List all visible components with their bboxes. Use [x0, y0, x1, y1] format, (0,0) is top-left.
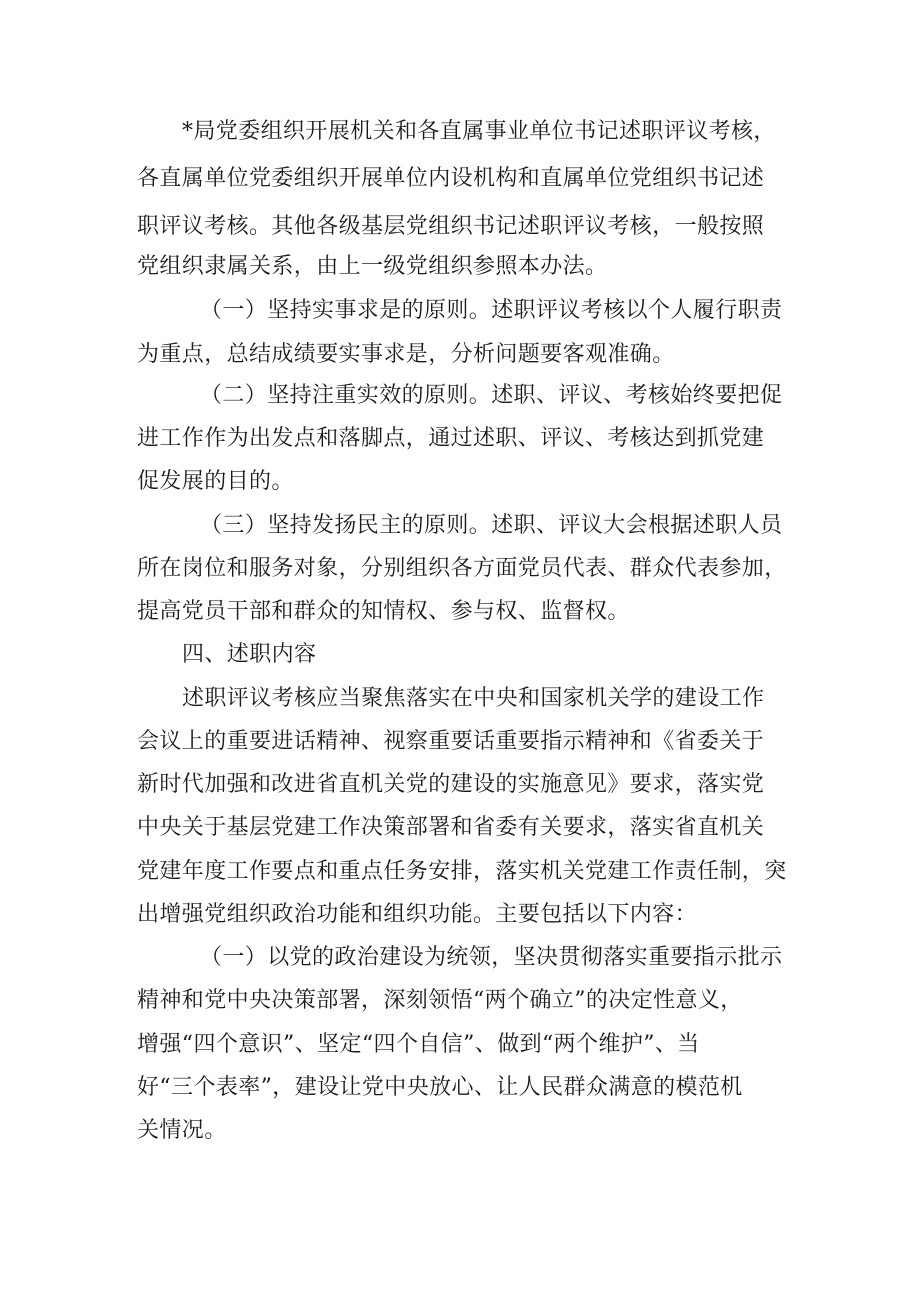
text-line: 各直属单位党委组织开展单位内设机构和直属单位党组织书记述 [137, 166, 765, 191]
text-line: 新时代加强和改进省直机关党的建设的实施意见》要求，落实党 [137, 772, 765, 797]
text-line: 职评议考核。其他各级基层党组织书记述职评议考核，一般按照 [137, 214, 765, 239]
text-line: 增强“四个意识”、坚定“四个自信”、做到“两个维护”、当 [137, 1032, 700, 1057]
text-line: （三）坚持发扬民主的原则。述职、评议大会根据述职人员 [200, 513, 783, 538]
text-line: （二）坚持注重实效的原则。述职、评议、考核始终要把促 [200, 383, 783, 408]
text-line: 精神和党中央决策部署，深刻领悟“两个确立”的决定性意义， [137, 988, 743, 1013]
text-line: 党组织隶属关系，由上一级党组织参照本办法。 [137, 254, 608, 279]
text-line: 出增强党组织政治功能和组织功能。主要包括以下内容： [137, 902, 698, 927]
text-line: 所在岗位和服务对象，分别组织各方面党员代表、群众代表参加， [137, 556, 787, 581]
text-line: 好“三个表率”，建设让党中央放心、让人民群众满意的模范机 [137, 1075, 743, 1100]
text-line: 中央关于基层党建工作决策部署和省委有关要求，落实省直机关 [137, 815, 765, 840]
text-line: 述职评议考核应当聚焦落实在中央和国家机关学的建设工作 [182, 686, 765, 711]
text-line: 进工作作为出发点和落脚点，通过述职、评议、考核达到抓党建 [137, 426, 765, 451]
text-line: *局党委组织开展机关和各直属事业单位书记述职评议考核， [182, 119, 776, 144]
text-line: 促发展的目的。 [137, 469, 294, 494]
text-line: 关情况。 [137, 1118, 227, 1143]
text-line: 会议上的重要进话精神、视察重要话重要指示精神和《省委关于 [137, 729, 765, 754]
text-line: 提高党员干部和群众的知情权、参与权、监督权。 [137, 599, 630, 624]
text-line: （一）以党的政治建设为统领，坚决贯彻落实重要指示批示 [200, 945, 783, 970]
text-line: 为重点，总结成绩要实事求是，分析问题要客观准确。 [137, 342, 675, 367]
text-line: （一）坚持实事求是的原则。述职评议考核以个人履行职责 [200, 298, 783, 323]
text-line: 党建年度工作要点和重点任务安排，落实机关党建工作责任制，突 [137, 859, 787, 884]
section-heading: 四、述职内容 [182, 642, 317, 667]
